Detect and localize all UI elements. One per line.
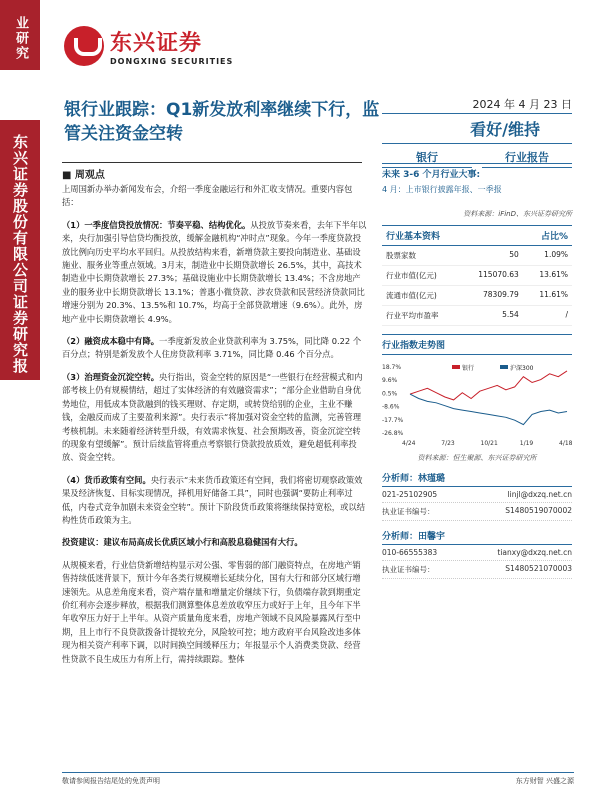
logo-en: DONGXING SECURITIES (110, 57, 234, 66)
table-row (382, 246, 572, 266)
industry-table (382, 246, 572, 326)
p3-text: 央行指出，资金空转的原因是“一些银行在经营模式和内部考核上仍有规模情结，超过了实体经济的有效融资需求”；“部分企业借助自身优势地位，用低成本贷款融到的钱买理财、存定期，或转贷给别的企业，主业不赚钱，金融反而成了主要盈利来源”。央行表示“将加强对资金空转的监测，完善管理考核机制。未来随着经济转型升级，有效需求恢复、社会预期改善，资金沉淀空转的现象有望缓解”。预计后续监管将重点考察银行贷款投放质效，避免超低利率投放、资金空转。 (62, 371, 363, 463)
p1-heading: （1）一季度信贷投放情况：节奏平稳、结构优化。 (62, 219, 251, 230)
table-row (382, 306, 572, 326)
sidebar (0, 0, 40, 800)
analyst-1-cert-id: S1480519070002 (505, 506, 572, 515)
row-key: 股票家数 (386, 251, 416, 260)
x-tick-label: 10/21 (480, 440, 498, 447)
rating-box (382, 113, 572, 168)
index-chart (382, 359, 572, 451)
y-tick-label: 0.5% (382, 390, 398, 398)
table-row (382, 266, 572, 286)
analyst-2-name: 分析师：田馨宇 (382, 527, 572, 545)
footer-slogan: 东方财智 兴盛之源 (515, 777, 574, 785)
y-tick-label: -8.6% (382, 403, 400, 411)
legend-label: 银行 (462, 365, 475, 372)
p4-text: 央行表示“未来货币政策还有空间，我们将密切观察政策效果及经济恢复、目标实现情况，择机用好储备工具”，同时也强调“要防止利率过低，内卷式竞争加剧未来资金空转”。预计下阶段货币政策将继续保持宽松，或以结构性货币政策为主。 (62, 474, 365, 525)
analyst-1-contact (382, 487, 572, 503)
footer (62, 772, 574, 786)
x-tick-label: 4/24 (402, 440, 416, 447)
series-line-1 (410, 394, 567, 425)
table-head-right: 占比% (540, 232, 568, 242)
table-row (382, 286, 572, 306)
industry-table-header (382, 225, 572, 246)
analyst-2-email: tianxy@dxzq.net.cn (497, 548, 572, 557)
report-date: 2024 年 4 月 23 日 (472, 98, 572, 111)
row-pct: / (565, 310, 568, 319)
row-key: 流通市值(亿元) (386, 291, 437, 300)
analyst-1-name: 分析师：林瑾璐 (382, 469, 572, 487)
row-pct: 11.61% (539, 290, 568, 299)
p2-heading: （2）融资成本稳中有降。 (62, 336, 160, 347)
analyst-1-email: linjl@dxzq.net.cn (507, 490, 572, 499)
analyst-2-contact (382, 545, 572, 561)
source-note-1: 资料来源：iFinD、东兴证券研究所 (463, 210, 572, 218)
sidebar-main-label: 东兴证券股份有限公司证券研究报 (0, 120, 40, 380)
y-tick-label: 9.6% (382, 377, 398, 385)
p4-heading: （4）货币政策有空间。 (62, 474, 151, 485)
p1-text: 从投放节奏来看，去年下半年以来，央行加强引导信贷均衡投放，缓解金融机构“冲时点”现象。今年一季度贷款投放比例向历史平均水平回归。从投放结构来看，新增贷款主要投向制造业、基础设施业、服务业等重点领域。3月末，制造业中长期贷款增长 26.5%，其中，高技术制造业中长期贷款增长 27.3%；基础设施业中长期贷款增长 13.4%；不含房地产业的服务业中长期贷款增长 13.1%；普惠小微贷款、涉农贷款和民营经济贷款同比增速分别为 20.3%、13.5%和 10.7%，均高于全部贷款增速（9.6%）。此外，房地产业中长期贷款增长 4.9%。 (62, 219, 367, 324)
table-head-left: 行业基本资料 (386, 232, 441, 242)
row-key: 行业市值(亿元) (386, 271, 437, 280)
paragraph-1 (62, 219, 367, 326)
footer-disclaimer: 敬请参阅报告结尾处的免责声明 (62, 777, 160, 785)
p3-heading: （3）治理资金沉淀空转。 (62, 371, 160, 382)
advice-paragraph: 从规模来看，行业信贷新增结构显示对公强、零售弱的部门融资特点，在房地产销售持续低迷背景下，预计今年各类行规模增长延续分化，国有大行和部分区域行增速领先。从息差角度来看，资产端存量和增量定价继续下行，负债端存款到期重定价红利亦会逐步释放，根据我们测算整体息差放收窄压力或好于上年，且今年下半年收窄压力好于上半年。从资产质量角度来看，房地产领域不良风险暴露风行至中期，且上市行不良贷款拨备计提较充分，风险较可控；地方政府平台风险改违多体现为相关资产利率下调，以时间换空间缓释压力；年报显示个人消费类贷款、经营性贷款不良生成压力有所上行，需持续跟踪。整体 (62, 559, 361, 664)
row-pct: 13.61% (539, 270, 568, 279)
row-value: 78309.79 (483, 290, 519, 299)
analyst-2-cert-id: S1480521070003 (505, 564, 572, 573)
analyst-block-2 (382, 527, 572, 579)
row-pct: 1.09% (544, 250, 568, 259)
section-title: ■ 周观点 (62, 162, 362, 181)
row-value: 50 (509, 250, 519, 259)
row-value: 115070.63 (478, 270, 519, 279)
advice-heading (62, 536, 367, 549)
main-body (62, 183, 367, 675)
p2-text: 一季度新发放企业贷款利率为 3.75%，同比降 0.22 个百分点；特别是新发放个人住房贷款利率 3.71%，同比降 0.46 个百分点。 (62, 336, 362, 360)
intro-paragraph: 上周国新办举办新闻发布会，介绍一季度金融运行和外汇收支情况。重要内容包括： (62, 184, 353, 208)
paragraph-2 (62, 335, 367, 362)
future-events-title: 未来 3-6 个月行业大事: (382, 163, 572, 180)
analyst-1-cert (382, 503, 572, 521)
series-line-0 (410, 371, 567, 400)
paragraph-3 (62, 371, 367, 465)
x-tick-label: 1/19 (519, 440, 534, 447)
y-tick-label: -26.8% (382, 430, 404, 437)
paragraph-4 (62, 474, 367, 528)
analyst-1-cert-label: 执业证书编号： (382, 507, 435, 516)
analyst-2-cert-label: 执业证书编号： (382, 565, 435, 574)
sidebar-top-label: 业研究 (0, 0, 40, 70)
tag-report-type: 行业报告 (482, 147, 572, 168)
right-column (382, 163, 572, 579)
advice-title: 投资建议：建议布局高成长优质区域小行和高股息稳健国有大行。 (62, 537, 303, 548)
legend-label: 沪深300 (510, 365, 534, 372)
y-tick-label: -17.7% (382, 416, 404, 424)
report-title: 银行业跟踪：Q1新发放利率继续下行，监管关注资金空转 (64, 100, 380, 144)
analyst-1-phone: 021-25102905 (382, 490, 438, 499)
future-events-item: 4 月：上市银行披露年报、一季报 (382, 185, 502, 194)
y-tick-label: 18.7% (382, 364, 402, 371)
analyst-block-1 (382, 469, 572, 521)
chart-svg (382, 359, 572, 449)
tag-industry: 银行 (382, 147, 472, 168)
logo-icon (64, 26, 104, 66)
legend-swatch (452, 365, 460, 369)
rating-label: 看好/维持 (382, 113, 572, 144)
analyst-2-cert (382, 561, 572, 579)
logo (64, 26, 233, 66)
row-key: 行业平均市盈率 (386, 311, 439, 320)
x-tick-label: 7/23 (441, 440, 455, 447)
chart-title: 行业指数走势图 (382, 334, 572, 355)
source-note-2: 资料来源：恒生聚源、东兴证券研究所 (417, 454, 537, 462)
legend-swatch (500, 365, 508, 369)
analyst-2-phone: 010-66555383 (382, 548, 438, 557)
x-tick-label: 4/18 (559, 440, 572, 447)
logo-cn: 东兴证券 (110, 31, 203, 56)
row-value: 5.54 (502, 310, 519, 319)
